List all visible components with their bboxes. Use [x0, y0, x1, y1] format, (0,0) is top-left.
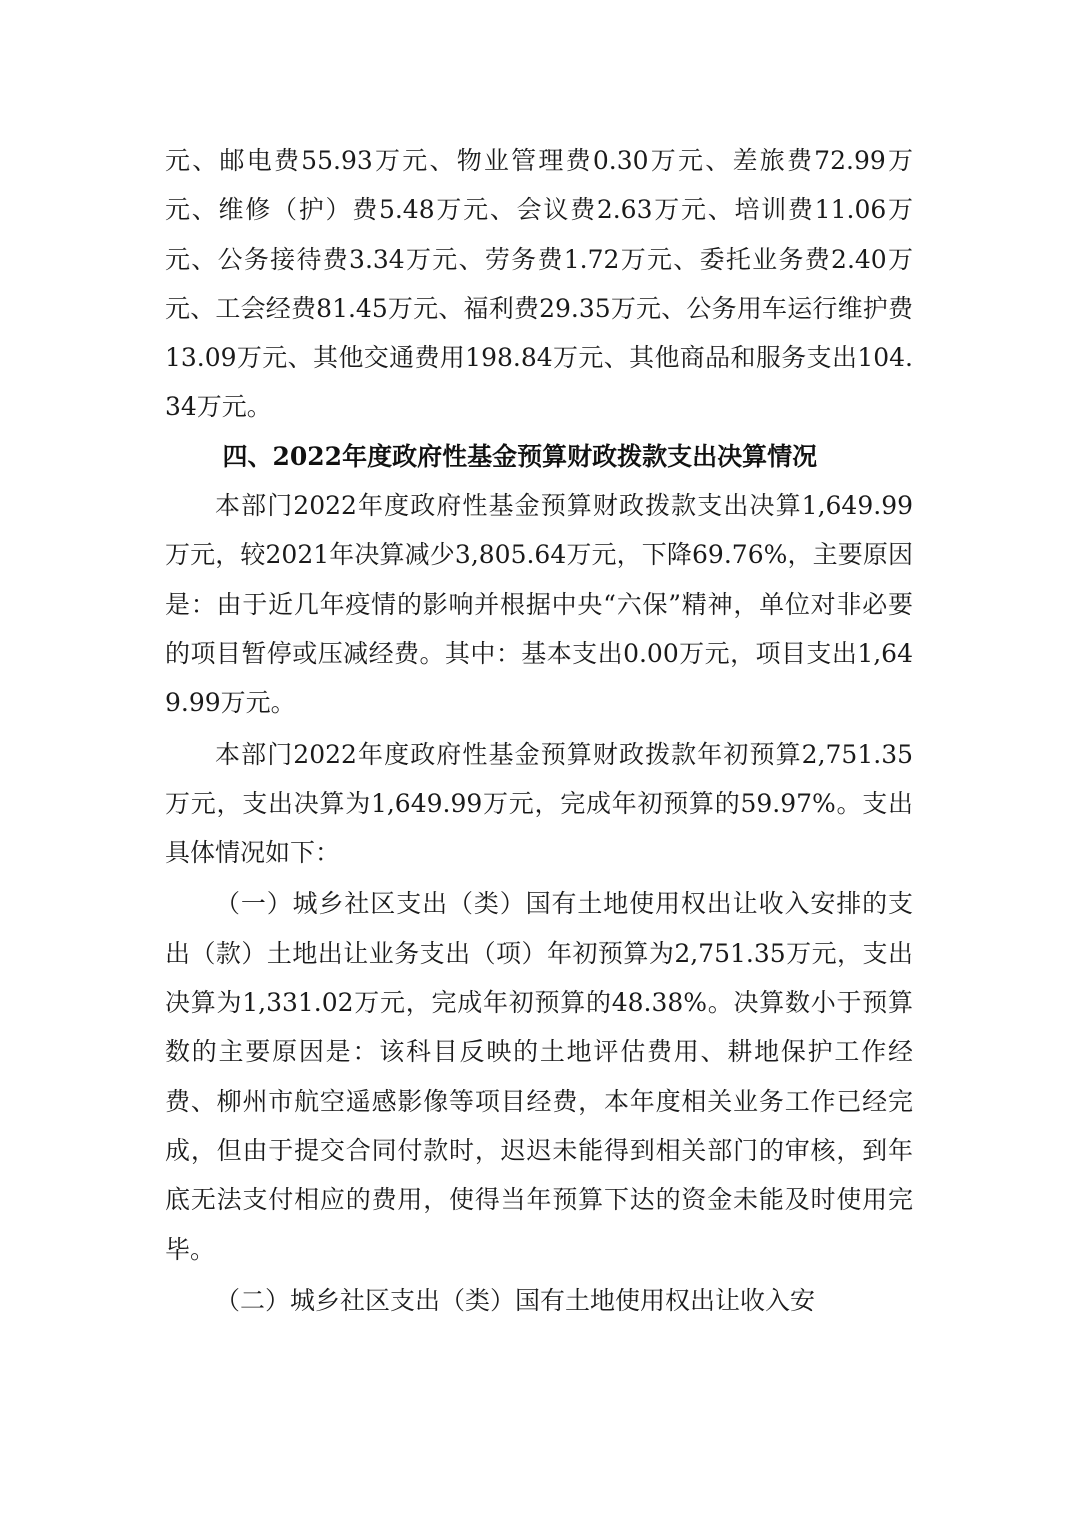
paragraph-item-two: （二）城乡社区支出（类）国有土地使用权出让收入安 — [215, 1285, 816, 1315]
document-body — [165, 136, 913, 1325]
paragraph-item-one: （一）城乡社区支出（类）国有土地使用权出让收入安排的支出（款）土地出让业务支出（项）年初预算为2,751.35万元，支出决算为1,331.02万元，完成年初预算的48.38%。决算数小于预算数的主要原因是：该科目反映的土地评估费用、耕地保护工作经费、柳州市航空遥感影像等项目经费，本年度相关业务工作已经完成，但由于提交合同付款时，迟迟未能得到相关部门的审核，到年底无法支付相应的费用，使得当年预算下达的资金未能及时使用完毕。 — [165, 889, 913, 1264]
paragraph-expense-list: 元、邮电费55.93万元、物业管理费0.30万元、差旅费72.99万元、维修（护）费5.48万元、会议费2.63万元、培训费11.06万元、公务接待费3.34万元、劳务费1.72万元、委托业务费2.40万元、工会经费81.45万元、福利费29.35万元、公务用车运行维护费13.09万元、其他交通费用198.84万元、其他商品和服务支出104.34万元。 — [165, 146, 913, 422]
section-heading: 四、2022年度政府性基金预算财政拨款支出决算情况 — [222, 441, 818, 471]
paragraph-budget-completion: 本部门2022年度政府性基金预算财政拨款年初预算2,751.35万元，支出决算为1,649.99万元，完成年初预算的59.97%。支出具体情况如下： — [165, 739, 913, 868]
paragraph-fund-expenditure: 本部门2022年度政府性基金预算财政拨款支出决算1,649.99万元，较2021年决算减少3,805.64万元，下降69.76%，主要原因是：由于近几年疫情的影响并根据中央“六保”精神，单位对非必要的项目暂停或压减经费。其中：基本支出0.00万元，项目支出1,649.99万元。 — [165, 491, 913, 718]
